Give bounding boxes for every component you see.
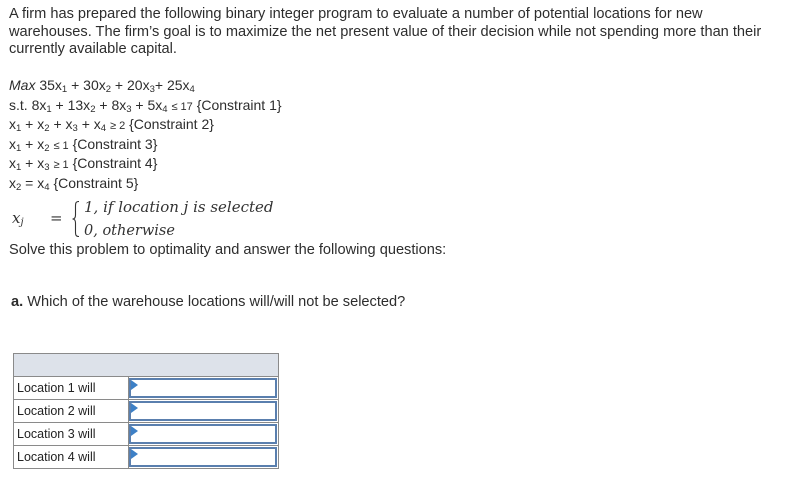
location-2-dropdown[interactable]	[129, 401, 277, 421]
objective-function	[9, 76, 282, 96]
constraint-4	[9, 154, 282, 174]
constraint-prefix: s.t.	[9, 96, 28, 113]
objective-expression: $35x_1 + 30x_2 + 20x_3+ 25x_4$	[39, 77, 195, 95]
constraint-2-label: {Constraint 2}	[129, 116, 214, 133]
answer-row-4	[14, 446, 279, 469]
constraint-3	[9, 135, 282, 155]
problem-intro: A firm has prepared the following binary integer program to evaluate a number of potential locations for new warehouses. The firm’s goal is to maximize the net present value of their decision while not spending more than their currently available capital.	[9, 6, 762, 57]
case-otherwise: 0, otherwise	[84, 223, 175, 239]
header-cell	[14, 354, 279, 377]
question-text: Which of the warehouse locations will/will not be selected?	[27, 294, 406, 310]
left-brace-icon	[72, 201, 80, 237]
variable-symbol: $x_j$	[12, 209, 24, 228]
location-4-dropdown[interactable]	[129, 447, 277, 467]
equals-sign: =	[50, 209, 63, 227]
constraint-3-label: {Constraint 3}	[72, 135, 158, 152]
constraint-4-lhs: $x_1 + x_3$	[9, 155, 50, 174]
question-letter: a.	[11, 294, 24, 310]
location-3-dropdown[interactable]	[129, 424, 277, 444]
location-label: Location 2 will	[14, 400, 129, 423]
case-selected: 1, if location j is selected	[84, 198, 274, 216]
constraint-3-lhs: $x_1 + x_2$	[9, 135, 50, 154]
constraint-1-label: {Constraint 1}	[196, 96, 282, 113]
answer-row-2	[14, 400, 279, 423]
selection-cell	[129, 423, 279, 446]
variable-definition	[12, 198, 312, 242]
constraint-4-rel: ≥ 1	[53, 159, 69, 172]
constraint-5	[9, 174, 282, 194]
constraint-4-label: {Constraint 4}	[72, 155, 158, 172]
constraint-1	[9, 96, 282, 116]
question-a	[11, 294, 405, 310]
constraint-5-label: {Constraint 5}	[53, 174, 139, 191]
integer-program	[9, 76, 282, 194]
objective-prefix: Max	[9, 77, 36, 93]
answer-row-1	[14, 377, 279, 400]
location-label: Location 1 will	[14, 377, 129, 400]
location-1-dropdown[interactable]	[129, 378, 277, 398]
location-label: Location 3 will	[14, 423, 129, 446]
constraint-2-rel: ≥ 2	[109, 120, 126, 133]
answer-row-3	[14, 423, 279, 446]
selection-cell	[129, 446, 279, 469]
constraint-2	[9, 115, 282, 135]
answer-table-header	[14, 354, 279, 377]
location-label: Location 4 will	[14, 446, 129, 469]
constraint-5-lhs: $x_2 = x_4$	[9, 174, 50, 193]
constraint-3-rel: ≤ 1	[53, 139, 69, 152]
answer-table	[13, 353, 279, 469]
instruction-text: Solve this problem to optimality and answer the following questions:	[9, 242, 447, 258]
selection-cell	[129, 377, 279, 400]
selection-cell	[129, 400, 279, 423]
constraint-1-lhs: $8x_1 + 13x_2 + 8x_3 + 5x_4$	[31, 96, 168, 115]
constraint-1-rel: ≤ 17	[171, 100, 193, 113]
constraint-2-lhs: $x_1 + x_2 + x_3 + x_4$	[9, 116, 107, 135]
